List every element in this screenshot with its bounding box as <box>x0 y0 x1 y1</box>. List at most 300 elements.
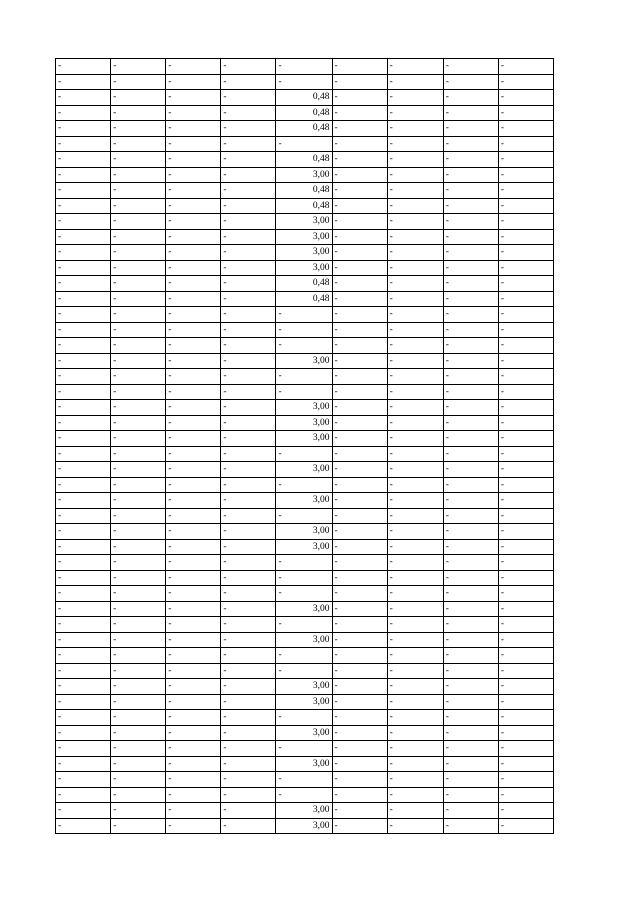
table-cell: - <box>221 276 276 292</box>
table-cell: - <box>221 555 276 571</box>
table-cell: - <box>221 322 276 338</box>
table-cell: - <box>498 772 553 788</box>
table-cell: - <box>387 756 443 772</box>
table-row <box>56 555 554 571</box>
table-cell: - <box>166 322 221 338</box>
table-cell: - <box>443 136 498 152</box>
table-cell: - <box>56 136 111 152</box>
table-cell: - <box>166 477 221 493</box>
table-cell: - <box>498 679 553 695</box>
table-cell: 3,00 <box>276 353 332 369</box>
table-cell: 3,00 <box>276 245 332 261</box>
table-cell: - <box>332 369 387 385</box>
table-row <box>56 679 554 695</box>
table-cell: - <box>332 291 387 307</box>
table-cell: - <box>166 384 221 400</box>
table-cell: - <box>332 400 387 416</box>
table-cell: - <box>221 245 276 261</box>
table-cell: - <box>166 632 221 648</box>
table-cell: - <box>56 508 111 524</box>
table-cell: - <box>166 462 221 478</box>
table-row <box>56 694 554 710</box>
table-cell: - <box>56 105 111 121</box>
table-row <box>56 245 554 261</box>
table-cell: - <box>443 586 498 602</box>
table-cell: - <box>56 369 111 385</box>
table-cell: - <box>387 803 443 819</box>
table-cell: - <box>56 152 111 168</box>
table-cell: - <box>387 121 443 137</box>
data-table <box>55 58 554 834</box>
table-row <box>56 725 554 741</box>
table-cell: - <box>498 663 553 679</box>
table-cell: - <box>111 353 166 369</box>
table-cell: - <box>166 663 221 679</box>
table-cell: - <box>111 121 166 137</box>
table-cell: - <box>443 508 498 524</box>
table-cell: - <box>387 152 443 168</box>
table-cell: 3,00 <box>276 756 332 772</box>
table-cell: - <box>166 105 221 121</box>
table-cell: - <box>166 369 221 385</box>
table-cell: - <box>387 167 443 183</box>
table-row <box>56 136 554 152</box>
table-cell: - <box>387 462 443 478</box>
table-cell: - <box>332 679 387 695</box>
table-cell: - <box>221 772 276 788</box>
table-cell: - <box>332 59 387 75</box>
table-cell: - <box>276 741 332 757</box>
table-cell: - <box>332 524 387 540</box>
table-cell: - <box>111 741 166 757</box>
table-cell: - <box>221 431 276 447</box>
table-cell: - <box>498 183 553 199</box>
table-cell: - <box>443 555 498 571</box>
table-cell: - <box>332 446 387 462</box>
table-cell: - <box>166 555 221 571</box>
table-cell: - <box>166 539 221 555</box>
table-cell: - <box>387 477 443 493</box>
table-cell: - <box>498 694 553 710</box>
table-cell: 3,00 <box>276 400 332 416</box>
table-cell: - <box>111 601 166 617</box>
table-cell: - <box>443 679 498 695</box>
table-cell: - <box>443 214 498 230</box>
table-cell: - <box>166 136 221 152</box>
table-cell: - <box>166 183 221 199</box>
table-cell: - <box>332 338 387 354</box>
table-cell: - <box>332 462 387 478</box>
table-cell: - <box>221 508 276 524</box>
table-cell: - <box>498 586 553 602</box>
table-cell: - <box>498 725 553 741</box>
table-cell: - <box>166 772 221 788</box>
table-cell: - <box>221 539 276 555</box>
table-cell: - <box>498 617 553 633</box>
table-cell: - <box>221 679 276 695</box>
table-cell: - <box>276 555 332 571</box>
table-cell: - <box>332 121 387 137</box>
table-cell: - <box>276 369 332 385</box>
table-row <box>56 291 554 307</box>
table-row <box>56 601 554 617</box>
table-cell: - <box>387 570 443 586</box>
table-cell: - <box>111 245 166 261</box>
table-cell: - <box>332 214 387 230</box>
table-cell: - <box>111 136 166 152</box>
table-row <box>56 90 554 106</box>
table-cell: - <box>56 818 111 834</box>
table-cell: - <box>387 291 443 307</box>
table-cell: - <box>443 260 498 276</box>
table-cell: - <box>276 710 332 726</box>
table-row <box>56 260 554 276</box>
table-cell: - <box>56 214 111 230</box>
table-cell: - <box>387 663 443 679</box>
table-cell: - <box>111 462 166 478</box>
table-cell: - <box>221 756 276 772</box>
table-cell: - <box>276 570 332 586</box>
table-cell: - <box>276 59 332 75</box>
table-cell: - <box>56 803 111 819</box>
table-cell: - <box>221 105 276 121</box>
table-cell: - <box>111 260 166 276</box>
table-cell: - <box>221 725 276 741</box>
table-cell: - <box>443 787 498 803</box>
table-cell: - <box>498 431 553 447</box>
table-cell: - <box>387 493 443 509</box>
table-row <box>56 183 554 199</box>
table-cell: 3,00 <box>276 462 332 478</box>
table-cell: - <box>221 648 276 664</box>
table-cell: - <box>332 415 387 431</box>
table-cell: - <box>443 90 498 106</box>
table-cell: - <box>221 167 276 183</box>
table-cell: - <box>498 803 553 819</box>
table-cell: 3,00 <box>276 818 332 834</box>
table-cell: - <box>498 477 553 493</box>
table-cell: - <box>443 338 498 354</box>
table-cell: - <box>56 400 111 416</box>
table-cell: - <box>166 276 221 292</box>
table-cell: - <box>443 477 498 493</box>
table-cell: - <box>443 710 498 726</box>
table-cell: - <box>56 384 111 400</box>
table-cell: - <box>332 508 387 524</box>
table-cell: - <box>332 756 387 772</box>
table-row <box>56 570 554 586</box>
table-row <box>56 415 554 431</box>
table-cell: - <box>166 307 221 323</box>
table-cell: - <box>387 229 443 245</box>
table-cell: - <box>387 136 443 152</box>
table-cell: - <box>443 183 498 199</box>
table-cell: - <box>166 741 221 757</box>
table-cell: - <box>166 694 221 710</box>
table-cell: 0,48 <box>276 291 332 307</box>
table-cell: - <box>166 198 221 214</box>
table-cell: 3,00 <box>276 679 332 695</box>
table-cell: - <box>111 818 166 834</box>
table-cell: 3,00 <box>276 803 332 819</box>
table-cell: - <box>387 617 443 633</box>
table-cell: - <box>56 741 111 757</box>
table-cell: - <box>56 353 111 369</box>
table-cell: - <box>111 586 166 602</box>
table-cell: - <box>166 787 221 803</box>
table-cell: - <box>332 632 387 648</box>
table-cell: - <box>276 508 332 524</box>
table-cell: - <box>443 74 498 90</box>
table-cell: - <box>498 555 553 571</box>
table-cell: 3,00 <box>276 539 332 555</box>
table-row <box>56 431 554 447</box>
table-cell: - <box>56 322 111 338</box>
table-cell: - <box>387 183 443 199</box>
table-cell: - <box>56 493 111 509</box>
table-cell: - <box>498 276 553 292</box>
table-cell: - <box>166 59 221 75</box>
table-cell: 0,48 <box>276 90 332 106</box>
table-cell: 3,00 <box>276 214 332 230</box>
table-cell: - <box>498 710 553 726</box>
table-cell: - <box>387 307 443 323</box>
table-cell: - <box>221 307 276 323</box>
table-cell: - <box>443 400 498 416</box>
table-cell: - <box>221 338 276 354</box>
table-cell: - <box>166 152 221 168</box>
table-cell: - <box>221 353 276 369</box>
table-cell: - <box>111 229 166 245</box>
table-cell: - <box>276 384 332 400</box>
table-cell: - <box>166 679 221 695</box>
table-cell: - <box>332 167 387 183</box>
table-cell: - <box>443 415 498 431</box>
table-cell: - <box>332 741 387 757</box>
table-cell: - <box>221 90 276 106</box>
table-cell: - <box>443 694 498 710</box>
table-cell: - <box>166 431 221 447</box>
table-cell: - <box>387 508 443 524</box>
table-cell: - <box>443 772 498 788</box>
table-cell: - <box>221 818 276 834</box>
table-cell: - <box>498 229 553 245</box>
table-row <box>56 229 554 245</box>
table-cell: - <box>276 338 332 354</box>
table-cell: - <box>498 136 553 152</box>
table-row <box>56 198 554 214</box>
table-cell: - <box>111 338 166 354</box>
table-cell: - <box>56 772 111 788</box>
table-cell: - <box>387 772 443 788</box>
table-cell: - <box>166 818 221 834</box>
table-cell: - <box>56 756 111 772</box>
table-row <box>56 632 554 648</box>
table-cell: - <box>498 245 553 261</box>
table-cell: - <box>498 152 553 168</box>
table-cell: - <box>166 291 221 307</box>
table-cell: - <box>56 462 111 478</box>
table-cell: - <box>443 245 498 261</box>
table-cell: - <box>56 539 111 555</box>
table-cell: - <box>387 524 443 540</box>
table-cell: - <box>111 803 166 819</box>
table-cell: - <box>276 446 332 462</box>
table-cell: - <box>56 59 111 75</box>
table-cell: - <box>498 446 553 462</box>
table-cell: - <box>443 539 498 555</box>
table-cell: - <box>443 59 498 75</box>
table-cell: 0,48 <box>276 152 332 168</box>
table-cell: - <box>332 555 387 571</box>
table-cell: - <box>443 291 498 307</box>
table-cell: - <box>387 369 443 385</box>
table-cell: - <box>111 431 166 447</box>
table-cell: - <box>221 787 276 803</box>
table-cell: - <box>56 291 111 307</box>
table-cell: - <box>276 307 332 323</box>
table-row <box>56 369 554 385</box>
table-cell: 0,48 <box>276 276 332 292</box>
table-cell: - <box>166 229 221 245</box>
table-cell: - <box>443 121 498 137</box>
table-row <box>56 322 554 338</box>
table-cell: - <box>387 725 443 741</box>
table-cell: - <box>276 74 332 90</box>
table-cell: - <box>498 508 553 524</box>
table-cell: - <box>111 710 166 726</box>
table-cell: - <box>111 105 166 121</box>
table-row <box>56 648 554 664</box>
table-cell: - <box>111 524 166 540</box>
table-row <box>56 307 554 323</box>
table-cell: - <box>498 818 553 834</box>
table-cell: - <box>56 710 111 726</box>
table-cell: - <box>56 632 111 648</box>
table-cell: - <box>332 198 387 214</box>
table-cell: - <box>221 198 276 214</box>
table-cell: - <box>276 322 332 338</box>
table-cell: - <box>56 121 111 137</box>
table-row <box>56 214 554 230</box>
table-cell: - <box>387 384 443 400</box>
table-cell: - <box>276 136 332 152</box>
table-cell: - <box>56 229 111 245</box>
table-cell: - <box>111 291 166 307</box>
table-cell: - <box>111 725 166 741</box>
table-cell: - <box>332 90 387 106</box>
table-cell: - <box>443 307 498 323</box>
table-cell: - <box>111 90 166 106</box>
table-cell: - <box>387 59 443 75</box>
table-cell: - <box>166 601 221 617</box>
table-cell: - <box>166 508 221 524</box>
table-cell: - <box>332 725 387 741</box>
table-cell: - <box>498 121 553 137</box>
table-cell: - <box>111 152 166 168</box>
table-cell: - <box>498 570 553 586</box>
table-cell: - <box>166 570 221 586</box>
table-cell: - <box>221 400 276 416</box>
table-cell: - <box>332 617 387 633</box>
table-cell: - <box>56 90 111 106</box>
table-cell: - <box>56 245 111 261</box>
table-cell: - <box>387 400 443 416</box>
table-cell: - <box>332 322 387 338</box>
table-cell: - <box>332 353 387 369</box>
table-row <box>56 508 554 524</box>
table-cell: - <box>56 74 111 90</box>
table-cell: - <box>56 446 111 462</box>
table-cell: - <box>276 772 332 788</box>
table-cell: - <box>221 493 276 509</box>
table-body <box>56 59 554 834</box>
table-cell: - <box>498 524 553 540</box>
table-cell: 3,00 <box>276 524 332 540</box>
table-cell: - <box>498 539 553 555</box>
table-cell: - <box>332 276 387 292</box>
table-cell: - <box>221 415 276 431</box>
table-cell: - <box>443 198 498 214</box>
table-cell: - <box>56 276 111 292</box>
table-cell: - <box>387 198 443 214</box>
table-cell: - <box>111 493 166 509</box>
table-cell: - <box>166 617 221 633</box>
table-cell: - <box>332 601 387 617</box>
table-cell: - <box>443 756 498 772</box>
table-cell: - <box>221 477 276 493</box>
table-cell: - <box>111 415 166 431</box>
table-cell: - <box>56 694 111 710</box>
table-row <box>56 524 554 540</box>
table-cell: - <box>111 59 166 75</box>
table-cell: - <box>276 663 332 679</box>
table-cell: - <box>221 260 276 276</box>
table-row <box>56 803 554 819</box>
table-cell: - <box>332 152 387 168</box>
table-cell: - <box>221 601 276 617</box>
table-cell: - <box>56 307 111 323</box>
table-cell: - <box>443 818 498 834</box>
table-cell: - <box>56 338 111 354</box>
table-cell: 3,00 <box>276 229 332 245</box>
table-cell: - <box>498 400 553 416</box>
table-cell: - <box>498 648 553 664</box>
table-cell: - <box>498 632 553 648</box>
table-cell: - <box>332 74 387 90</box>
table-cell: - <box>166 586 221 602</box>
table-cell: - <box>332 586 387 602</box>
table-cell: - <box>498 353 553 369</box>
table-cell: - <box>332 105 387 121</box>
table-cell: - <box>221 291 276 307</box>
table-cell: - <box>498 90 553 106</box>
table-cell: - <box>332 710 387 726</box>
table-row <box>56 152 554 168</box>
table-cell: - <box>56 586 111 602</box>
table-row <box>56 74 554 90</box>
table-cell: - <box>332 539 387 555</box>
table-cell: - <box>443 632 498 648</box>
table-cell: - <box>111 183 166 199</box>
table-cell: - <box>443 741 498 757</box>
table-cell: - <box>166 400 221 416</box>
table-cell: - <box>111 539 166 555</box>
table-cell: - <box>221 214 276 230</box>
table-cell: - <box>221 741 276 757</box>
table-cell: - <box>443 446 498 462</box>
table-cell: - <box>332 787 387 803</box>
